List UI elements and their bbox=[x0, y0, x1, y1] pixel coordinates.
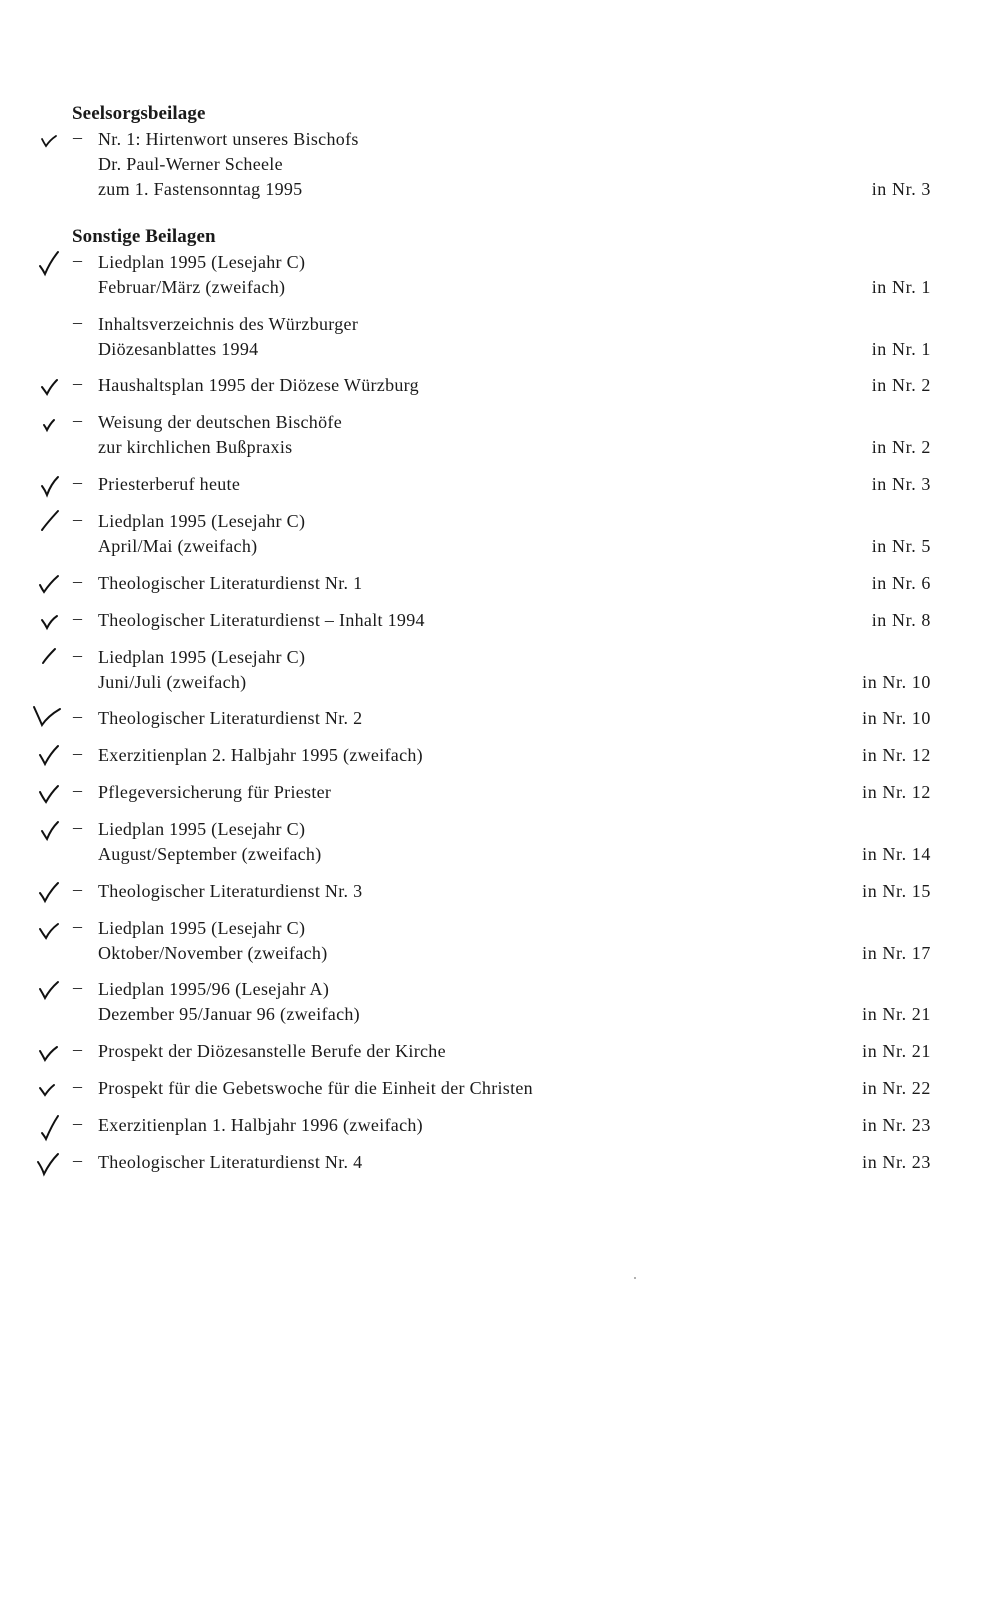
entry-dash: – bbox=[73, 571, 82, 591]
entry-text bbox=[98, 312, 358, 362]
entry-line: Februar/März (zweifach) bbox=[98, 277, 286, 297]
entry-text bbox=[98, 916, 328, 966]
entry-text bbox=[98, 645, 305, 695]
entry-dash: – bbox=[73, 1039, 82, 1059]
entry-dash: – bbox=[73, 879, 82, 899]
entry-dash: – bbox=[73, 312, 82, 332]
entry-dash: – bbox=[73, 127, 82, 147]
entry-dash: – bbox=[73, 780, 82, 800]
scan-speck bbox=[634, 1277, 636, 1279]
entry-text bbox=[98, 373, 419, 398]
entry-line: Liedplan 1995 (Lesejahr C) bbox=[98, 819, 306, 839]
entry-text bbox=[98, 1150, 362, 1175]
entry-dash: – bbox=[73, 743, 82, 763]
entry-dash: – bbox=[73, 373, 82, 393]
entry-line: Juni/Juli (zweifach) bbox=[98, 672, 247, 692]
entry-line: Theologischer Literaturdienst Nr. 4 bbox=[98, 1152, 363, 1172]
entry-text bbox=[98, 817, 322, 867]
entry-text bbox=[98, 127, 359, 202]
entry-line: Weisung der deutschen Bischöfe bbox=[98, 412, 342, 432]
entry-line: Pflegeversicherung für Priester bbox=[98, 782, 332, 802]
handwritten-checkmark-icon bbox=[30, 977, 70, 1007]
entry-text bbox=[98, 1076, 533, 1101]
handwritten-checkmark-icon bbox=[30, 645, 70, 675]
entry-line: Priesterberuf heute bbox=[98, 474, 241, 494]
entry-reference: in Nr. 3 bbox=[871, 474, 931, 494]
entry-reference: in Nr. 17 bbox=[862, 943, 931, 963]
entry-line: Liedplan 1995 (Lesejahr C) bbox=[98, 252, 306, 272]
entry-dash: – bbox=[73, 916, 82, 936]
entry-line: Inhaltsverzeichnis des Würzburger bbox=[98, 314, 359, 334]
entry-reference: in Nr. 6 bbox=[871, 573, 931, 593]
entry-line: Exerzitienplan 1. Halbjahr 1996 (zweifach) bbox=[98, 1115, 423, 1135]
entry-text bbox=[98, 571, 362, 596]
entry-text bbox=[98, 472, 240, 497]
entry-line: Theologischer Literaturdienst Nr. 1 bbox=[98, 573, 363, 593]
section-title-sonstige-beilagen: Sonstige Beilagen bbox=[72, 226, 216, 247]
handwritten-checkmark-icon bbox=[30, 608, 70, 638]
entry-line: Exerzitienplan 2. Halbjahr 1995 (zweifach) bbox=[98, 745, 423, 765]
entry-line: Dr. Paul-Werner Scheele bbox=[98, 154, 283, 174]
entry-dash: – bbox=[73, 250, 82, 270]
entry-text bbox=[98, 879, 362, 904]
entry-text bbox=[98, 1039, 446, 1064]
handwritten-checkmark-icon bbox=[30, 1039, 70, 1069]
handwritten-checkmark-icon bbox=[30, 571, 70, 601]
entry-reference: in Nr. 10 bbox=[862, 708, 931, 728]
entry-line: zum 1. Fastensonntag 1995 bbox=[98, 179, 303, 199]
entry-reference: in Nr. 15 bbox=[862, 881, 931, 901]
entry-line: Prospekt für die Gebetswoche für die Einheit der Christen bbox=[98, 1078, 533, 1098]
entry-text bbox=[98, 977, 360, 1027]
handwritten-checkmark-icon bbox=[30, 1113, 70, 1143]
entry-reference: in Nr. 10 bbox=[862, 672, 931, 692]
entry-reference: in Nr. 1 bbox=[871, 339, 931, 359]
entry-text bbox=[98, 608, 425, 633]
section-title-seelsorgsbeilage: Seelsorgsbeilage bbox=[72, 103, 206, 124]
entry-dash: – bbox=[73, 1113, 82, 1133]
entry-dash: – bbox=[73, 706, 82, 726]
handwritten-checkmark-icon bbox=[30, 817, 70, 847]
entry-line: Haushaltsplan 1995 der Diözese Würzburg bbox=[98, 375, 419, 395]
entry-reference: in Nr. 2 bbox=[871, 375, 931, 395]
entry-text bbox=[98, 706, 362, 731]
entry-line: Liedplan 1995 (Lesejahr C) bbox=[98, 918, 306, 938]
entry-dash: – bbox=[73, 817, 82, 837]
handwritten-checkmark-icon bbox=[30, 250, 70, 280]
entry-dash: – bbox=[73, 509, 82, 529]
entry-line: zur kirchlichen Bußpraxis bbox=[98, 437, 293, 457]
entry-line: April/Mai (zweifach) bbox=[98, 536, 258, 556]
entry-reference: in Nr. 1 bbox=[871, 277, 931, 297]
handwritten-checkmark-icon bbox=[30, 743, 70, 773]
entry-line: Liedplan 1995 (Lesejahr C) bbox=[98, 647, 306, 667]
entry-reference: in Nr. 12 bbox=[862, 745, 931, 765]
entry-reference: in Nr. 2 bbox=[871, 437, 931, 457]
entry-line: Prospekt der Diözesanstelle Berufe der Kirche bbox=[98, 1041, 446, 1061]
handwritten-checkmark-icon bbox=[30, 1150, 70, 1180]
handwritten-checkmark-icon bbox=[30, 129, 70, 159]
entry-dash: – bbox=[73, 1150, 82, 1170]
entry-dash: – bbox=[73, 410, 82, 430]
entry-line: Dezember 95/Januar 96 (zweifach) bbox=[98, 1004, 360, 1024]
entry-reference: in Nr. 23 bbox=[862, 1152, 931, 1172]
entry-reference: in Nr. 3 bbox=[871, 179, 931, 199]
entry-line: August/September (zweifach) bbox=[98, 844, 322, 864]
entry-dash: – bbox=[73, 608, 82, 628]
entry-reference: in Nr. 8 bbox=[871, 610, 931, 630]
entry-line: Liedplan 1995/96 (Lesejahr A) bbox=[98, 979, 330, 999]
handwritten-checkmark-icon bbox=[30, 706, 70, 736]
entry-text bbox=[98, 509, 305, 559]
entry-reference: in Nr. 21 bbox=[862, 1041, 931, 1061]
entry-line: Diözesanblattes 1994 bbox=[98, 339, 259, 359]
entry-dash: – bbox=[73, 472, 82, 492]
handwritten-checkmark-icon bbox=[30, 509, 70, 539]
handwritten-checkmark-icon bbox=[30, 780, 70, 810]
entry-text bbox=[98, 250, 305, 300]
entry-reference: in Nr. 12 bbox=[862, 782, 931, 802]
entry-text bbox=[98, 780, 331, 805]
entry-line: Theologischer Literaturdienst Nr. 3 bbox=[98, 881, 363, 901]
handwritten-checkmark-icon bbox=[30, 1076, 70, 1106]
entry-dash: – bbox=[73, 645, 82, 665]
entry-reference: in Nr. 5 bbox=[871, 536, 931, 556]
entry-dash: – bbox=[73, 1076, 82, 1096]
entry-reference: in Nr. 23 bbox=[862, 1115, 931, 1135]
entry-line: Nr. 1: Hirtenwort unseres Bischofs bbox=[98, 129, 359, 149]
handwritten-checkmark-icon bbox=[30, 373, 70, 403]
handwritten-checkmark-icon bbox=[30, 916, 70, 946]
entry-reference: in Nr. 14 bbox=[862, 844, 931, 864]
entry-dash: – bbox=[73, 977, 82, 997]
entry-line: Oktober/November (zweifach) bbox=[98, 943, 328, 963]
entry-line: Liedplan 1995 (Lesejahr C) bbox=[98, 511, 306, 531]
handwritten-checkmark-icon bbox=[30, 879, 70, 909]
entry-text bbox=[98, 410, 342, 460]
handwritten-checkmark-icon bbox=[30, 472, 70, 502]
entry-text bbox=[98, 1113, 423, 1138]
handwritten-checkmark-icon bbox=[30, 410, 70, 440]
entry-line: Theologischer Literaturdienst – Inhalt 1994 bbox=[98, 610, 425, 630]
entry-text bbox=[98, 743, 423, 768]
entry-reference: in Nr. 21 bbox=[862, 1004, 931, 1024]
entry-line: Theologischer Literaturdienst Nr. 2 bbox=[98, 708, 363, 728]
entry-reference: in Nr. 22 bbox=[862, 1078, 931, 1098]
